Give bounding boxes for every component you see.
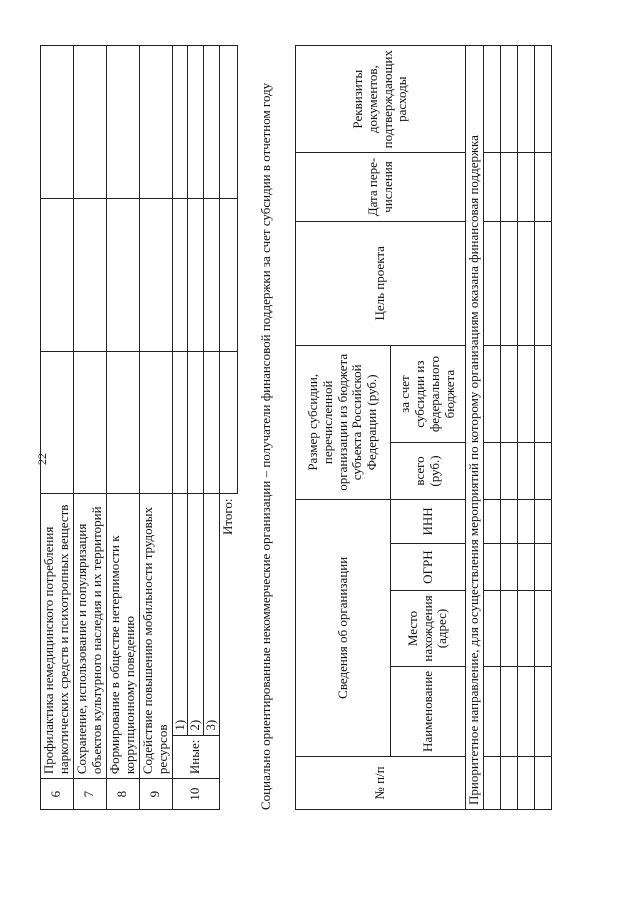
page-number: 22 [35, 453, 49, 465]
table-row [501, 46, 518, 810]
table-row [518, 46, 535, 810]
table-row [172, 46, 188, 810]
row-number: 8 [106, 779, 139, 810]
other-item: 3) [204, 494, 220, 735]
header-row [296, 46, 391, 810]
table-row [41, 46, 74, 810]
header-total: всего (руб.) [391, 443, 466, 499]
row-text: Формирование в обществе нетерпимости к коррупционному поведению [106, 494, 139, 779]
table-row [535, 46, 552, 810]
header-org-info: Сведения об организации [296, 499, 391, 756]
header-inn: ИНН [391, 499, 466, 543]
top-table [40, 45, 238, 810]
section-title: Социально ориентированные некоммерческие организации – получатели финансовой поддержки за счет субсидии в отчетном году [258, 82, 273, 810]
other-item: 1) [172, 494, 188, 735]
row-number: 7 [73, 779, 106, 810]
header-docs: Реквизиты документов, подтверждающих расходы [296, 46, 466, 153]
header-date: Дата пере-числения [296, 153, 466, 221]
priority-row [466, 46, 484, 810]
table-row [188, 46, 204, 810]
row-text: Профилактика немедицинского потребления наркотических средств и психотропных веществ [41, 494, 74, 779]
row-number: 6 [41, 779, 74, 810]
table-row [204, 46, 220, 810]
table-row [484, 46, 501, 810]
header-num: № п/п [296, 756, 466, 809]
header-name: Наименование [391, 666, 466, 756]
other-item: 2) [188, 494, 204, 735]
header-subsidy: Размер субсидии, перечисленной организации из бюджета субъекта Российской Федерации (руб.) [296, 345, 391, 499]
bottom-table [295, 45, 552, 810]
row-number: 10 [172, 779, 220, 810]
header-federal: за счет субсидии из федерального бюджета [391, 345, 466, 442]
table-row [139, 46, 172, 810]
header-ogrn: ОГРН [391, 544, 466, 591]
total-label: Итого: [220, 494, 238, 810]
table-row [106, 46, 139, 810]
header-goal: Цель проекта [296, 221, 466, 345]
priority-text: Приоритетное направление, для осуществления мероприятий по которому организациям оказана финансовая поддержка [466, 46, 484, 810]
row-text: Содействие повышению мобильности трудовых ресурсов [139, 494, 172, 779]
table-row [73, 46, 106, 810]
row-text: Сохранение, использование и популяризация объектов культурного наследия и их территорий [73, 494, 106, 779]
other-label: Иные: [172, 735, 220, 778]
total-row [220, 46, 238, 810]
header-location: Место нахождения (адрес) [391, 591, 466, 667]
row-number: 9 [139, 779, 172, 810]
